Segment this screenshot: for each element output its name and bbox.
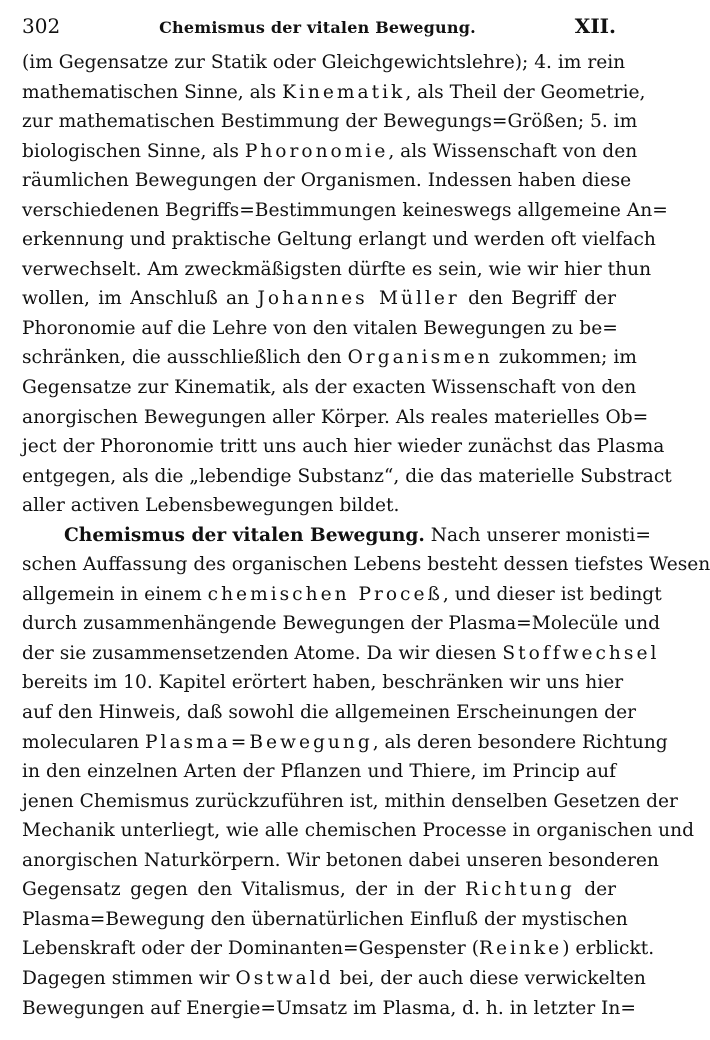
body-text	[22, 48, 710, 1023]
text-line: (im Gegensatze zur Statik oder Gleichgewichtslehre); 4. im rein	[22, 52, 626, 73]
page-header	[22, 14, 616, 48]
section-heading: Chemismus der vitalen Bewegung.	[64, 524, 425, 546]
text-line: Chemismus der vitalen Bewegung. Nach unserer monisti=	[64, 524, 651, 546]
spaced-term: Reinke	[478, 938, 563, 960]
text-line: Mechanik unterliegt, wie alle chemischen Processe in organischen und	[22, 820, 694, 842]
chapter-number: XII.	[574, 14, 616, 38]
text-line: durch zusammenhängende Bewegungen der Plasma=Molecüle und	[22, 613, 661, 635]
spaced-term: Kinematik	[282, 81, 406, 103]
text-line: Gegensatz gegen den Vitalismus, der in der Richtung der	[22, 879, 616, 901]
text-line: Plasma=Bewegung den übernatürlichen Einfluß der mystischen	[22, 908, 628, 930]
text-line: in den einzelnen Arten der Pflanzen und Thiere, im Princip auf	[22, 761, 616, 783]
text-line: entgegen, als die „lebendige Substanz“, die das materielle Substract	[22, 465, 672, 487]
text-line: allgemein in einem chemischen Proceß, und dieser ist bedingt	[22, 583, 662, 605]
text-line: Bewegungen auf Energie=Umsatz im Plasma, d. h. in letzter In=	[22, 997, 636, 1019]
text-line: jenen Chemismus zurückzuführen ist, mithin denselben Gesetzen der	[22, 790, 678, 812]
text-line: der sie zusammensetzenden Atome. Da wir diesen Stoffwechsel	[22, 642, 660, 664]
spaced-term: Richtung	[465, 879, 575, 901]
text-line: verwechselt. Am zweckmäßigsten dürfte es sein, wie wir hier thun	[22, 258, 652, 280]
text-line: ject der Phoronomie tritt uns auch hier wieder zunächst das Plasma	[22, 436, 665, 458]
text-line: bereits im 10. Kapitel erörtert haben, beschränken wir uns hier	[22, 672, 624, 694]
spaced-term: Ostwald	[235, 967, 334, 989]
text-line: auf den Hinweis, daß sowohl die allgemeinen Erscheinungen der	[22, 702, 636, 724]
spaced-term: Phoronomie	[244, 140, 389, 162]
text-line: Phoronomie auf die Lehre von den vitalen Bewegungen zu be=	[22, 317, 618, 339]
text-line: Lebenskraft oder der Dominanten=Gespenster (Reinke) erblickt.	[22, 938, 655, 960]
text-line: verschiedenen Begriffs=Bestimmungen keineswegs allgemeine An=	[22, 199, 668, 221]
spaced-term: Stoffwechsel	[502, 642, 660, 664]
text-line: Gegensatze zur Kinematik, als der exacten Wissenschaft von den	[22, 377, 637, 399]
text-line: schen Auffassung des organischen Lebens besteht dessen tiefstes Wesen	[22, 554, 710, 576]
text-line: räumlichen Bewegungen der Organismen. Indessen haben diese	[22, 170, 632, 192]
text-line: molecularen Plasma=Bewegung, als deren besondere Richtung	[22, 731, 668, 753]
page-number: 302	[22, 14, 61, 38]
text-line: Dagegen stimmen wir Ostwald bei, der auch diese verwickelten	[22, 967, 646, 989]
text-line: anorgischen Bewegungen aller Körper. Als reales materielles Ob=	[22, 406, 649, 428]
spaced-term: Johannes Müller	[257, 288, 460, 310]
text-line: schränken, die ausschließlich den Organismen zukommen; im	[22, 347, 637, 369]
text-line: mathematischen Sinne, als Kinematik, als Theil der Geometrie,	[22, 81, 646, 103]
spaced-term: Organismen	[347, 347, 493, 369]
book-page	[22, 14, 710, 1023]
running-title: Chemismus der vitalen Bewegung.	[159, 18, 476, 37]
text-line: aller activen Lebensbewegungen bildet.	[22, 495, 400, 517]
text-line: biologischen Sinne, als Phoronomie, als Wissenschaft von den	[22, 140, 638, 162]
spaced-term: chemischen Proceß	[207, 583, 443, 605]
text-line: erkennung und praktische Geltung erlangt und werden oft vielfach	[22, 229, 656, 251]
spaced-term: Plasma=Bewegung	[145, 731, 373, 753]
text-line: zur mathematischen Bestimmung der Bewegungs=Größen; 5. im	[22, 111, 638, 133]
text-line: wollen, im Anschluß an Johannes Müller den Begriff der	[22, 288, 616, 310]
text-line: anorgischen Naturkörpern. Wir betonen dabei unseren besonderen	[22, 849, 659, 871]
